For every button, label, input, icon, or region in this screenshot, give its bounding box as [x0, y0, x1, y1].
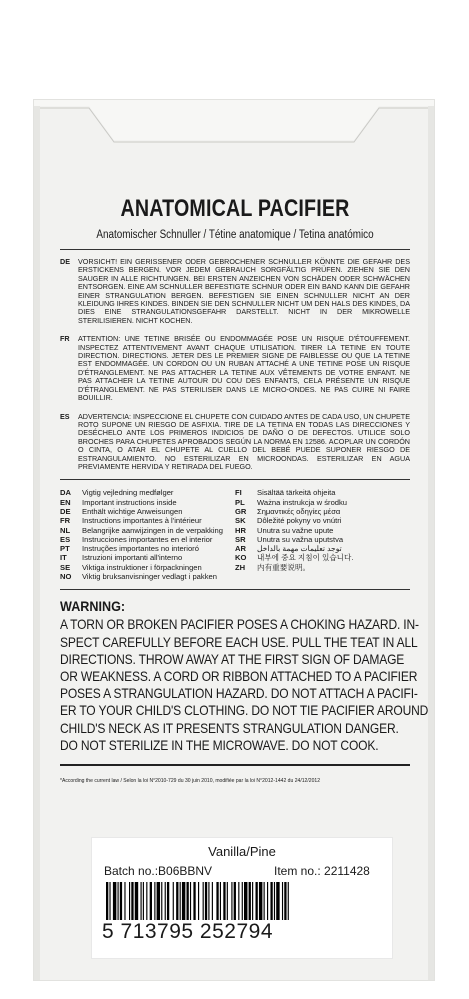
- divider: [60, 764, 410, 766]
- barcode-bar: [176, 882, 178, 920]
- language-row: [60, 507, 235, 516]
- language-code: GR: [235, 506, 247, 516]
- warning-line: A TORN OR BROKEN PACIFIER POSES A CHOKING HAZARD. IN-: [60, 616, 419, 633]
- warning-line: DO NOT STERILIZE IN THE MICROWAVE. DO NOT COOK.: [60, 736, 379, 753]
- language-text: Σημαντικές οδηγίες μέσα: [257, 506, 341, 516]
- warning-paragraph-fr: [60, 335, 410, 402]
- batch-number: Batch no.:B06BBNV: [104, 864, 213, 878]
- box-left-edge: [34, 100, 40, 980]
- language-row: [235, 563, 410, 572]
- language-text: Unutra su važne upute: [257, 525, 334, 535]
- language-code: ZH: [235, 562, 246, 572]
- warning-line: POSES A STRANGULATION HAZARD. DO NOT ATTACH A PACIFI-: [60, 685, 418, 702]
- warning-text: ADVERTENCIA: INSPECCIONE EL CHUPETE CON CUIDADO ANTES DE CADA USO, UN CHUPETE ROTO SUPONE UN RIESGO DE ASFIXIA. TIRE DE LA TETINA EN TODAS LAS DIRECCIONES Y DESÉCHELO ANTE LOS PRIMEROS INDICIOS DE DAÑO O DE DEFECTOS. UTILICE SOLO BROCHES PARA CHUPETES APROBADOS SEGÚN LA NORMA EN 12586. ACOPLAR UN CORDÓN O CINTA, O ATAR EL CHUPETE AL CUELLO DEL BEBÉ PUEDE SUPONER RIESGO DE ESTRANGULAMIENTO. NO ESTERILIZAR EN MICROONDAS. ESTERILIZAR EN AGUA PREVIAMENTE HERVIDA Y RETIRADA DEL FUEGO.: [78, 411, 410, 471]
- warning-line: SPECT CAREFULLY BEFORE EACH USE. PULL THE TEAT IN ALL: [60, 633, 418, 650]
- divider: [60, 479, 410, 480]
- warning-text: VORSICHT! EIN GERISSENER ODER GEBROCHENER SCHNULLER KÖNNTE DIE GEFAHR DES ERSTICKENS BERGEN. VOR JEDEM GEBRAUCH SORGFÄLTIG PRÜFEN. ZIEHEN SIE DEN SAUGER IN ALLE RICHTUNGEN. BEI ERSTEN ANZEICHEN VON SCHÄDEN ODER SCHWÄCHEN ENTSORGEN. EINE AM SCHNULLER BEFESTIGTE SCHNUR ODER EIN BAND KANN DIE GEFAHR EINER STRANGULATION BERGEN. BEFESTIGEN SIE EINEN SCHNULLER NICHT AN DER KLEIDUNG IHRES KINDES. BINDEN SIE DEN SCHNULLER NICHT UM DEN HALS DES KINDES, DA DIES EINE STRANGULATIONSGEFAHR DARSTELLT. NICHT IN DER MIKROWELLE STERILISIEREN. NICHT KOCHEN.: [78, 257, 410, 325]
- language-row: [60, 553, 235, 562]
- barcode-bar: [220, 882, 221, 920]
- language-row: [235, 553, 410, 562]
- language-text: 내부에 중요 지침이 있습니다.: [257, 553, 354, 563]
- language-text: Ważna instrukcja w środku: [257, 497, 348, 507]
- language-row: [60, 516, 235, 525]
- english-warning: [60, 616, 429, 754]
- barcode-bar: [264, 882, 265, 920]
- language-code: IT: [60, 553, 67, 563]
- language-code: NL: [60, 525, 71, 535]
- barcode-bar: [182, 882, 185, 920]
- barcode-bar: [106, 882, 108, 920]
- language-text: Belangrijke aanwijzingen in de verpakking: [82, 525, 223, 535]
- language-text: Instrucciones importantes en el interior: [82, 534, 213, 544]
- language-code: FR: [60, 516, 71, 526]
- barcode-label: [92, 838, 392, 958]
- barcode-bar: [124, 882, 125, 920]
- divider: [60, 589, 410, 590]
- barcode-bar: [198, 882, 199, 920]
- language-row: [235, 526, 410, 535]
- warning-line: OR WEAKNESS. A CORD OR RIBBON ATTACHED TO A PACIFIER: [60, 667, 418, 684]
- language-code: SE: [60, 562, 71, 572]
- warning-paragraph-de: [60, 258, 410, 325]
- barcode-bar: [150, 882, 152, 920]
- language-row: [60, 572, 235, 581]
- barcode-bar: [113, 882, 116, 920]
- language-row: [235, 498, 410, 507]
- barcode-bar: [193, 882, 195, 920]
- language-row: [60, 488, 235, 497]
- language-text: Viktiga instruktioner i förpackningen: [82, 562, 202, 572]
- language-code: SR: [235, 534, 246, 544]
- barcode-bar: [190, 882, 191, 920]
- barcode-bar: [180, 882, 181, 920]
- language-code: AR: [235, 544, 246, 554]
- language-row: [60, 563, 235, 572]
- warning-line: CHILD'S NECK AS IT PRESENTS STRANGULATION DANGER.: [60, 719, 399, 736]
- barcode-bar: [282, 882, 283, 920]
- language-code: PT: [60, 544, 70, 554]
- barcode-bar: [256, 882, 258, 920]
- barcode-bar: [288, 882, 289, 920]
- divider: [60, 249, 410, 250]
- barcode-bar: [187, 882, 189, 920]
- language-text: Instructions importantes à l'intérieur: [82, 516, 202, 526]
- language-code: ES: [60, 534, 71, 544]
- language-code: FI: [235, 488, 242, 498]
- product-subtitle: Anatomischer Schnuller / Tétine anatomique / Tetina anatómico: [96, 229, 374, 241]
- language-code: HR: [235, 525, 246, 535]
- warning-line: ER TO YOUR CHILD'S CLOTHING. DO NOT TIE PACIFIER AROUND: [60, 702, 429, 719]
- language-code: KO: [235, 553, 247, 563]
- language-code: DE: [60, 506, 71, 516]
- barcode-bar: [270, 882, 272, 920]
- language-code: PL: [235, 497, 245, 507]
- barcode-bar: [238, 882, 239, 920]
- barcode-bar: [212, 882, 213, 920]
- barcode-bar: [234, 882, 236, 920]
- language-text: 内有重要说明。: [257, 562, 311, 572]
- language-column-left: [60, 488, 235, 581]
- language-code: NO: [60, 572, 72, 582]
- barcode-bar: [231, 882, 232, 920]
- language-text: Unutra su važna uputstva: [257, 534, 344, 544]
- language-text: Enthält wichtige Anweisungen: [82, 506, 183, 516]
- product-variant: Vanilla/Pine: [208, 844, 276, 859]
- warning-paragraph-es: [60, 413, 410, 472]
- language-row: [60, 498, 235, 507]
- language-code: SK: [235, 516, 246, 526]
- item-number: Item no.: 2211428: [274, 864, 370, 878]
- barcode-bar: [244, 882, 247, 920]
- barcode-bar: [157, 882, 160, 920]
- language-row: [235, 516, 410, 525]
- language-code: FR: [60, 334, 70, 344]
- language-row: [235, 488, 410, 497]
- box-top-flap: [34, 100, 434, 160]
- barcode-bar: [205, 882, 207, 920]
- barcode-bar: [276, 882, 279, 920]
- language-code: DE: [60, 257, 70, 266]
- barcode-bar: [118, 882, 119, 920]
- barcode-bar: [242, 882, 243, 920]
- barcode-bar: [165, 882, 166, 920]
- language-instructions: [60, 488, 410, 581]
- language-code: EN: [60, 497, 71, 507]
- language-text: Instruções importantes no interioró: [82, 544, 199, 554]
- barcode-bar: [208, 882, 209, 920]
- language-text: Dôležité pokyny vo vnútri: [257, 516, 342, 526]
- language-row: [235, 535, 410, 544]
- language-code: ES: [60, 411, 70, 421]
- barcode-bar: [154, 882, 155, 920]
- barcode-bar: [223, 882, 225, 920]
- barcode-bar: [252, 882, 253, 920]
- barcode-bar: [146, 882, 147, 920]
- barcode: [106, 882, 378, 920]
- barcode-bar: [227, 882, 228, 920]
- language-row: [235, 507, 410, 516]
- language-text: Viktig bruksanvisninger vedlagt i pakken: [82, 572, 217, 582]
- barcode-bar: [109, 882, 110, 920]
- language-text: Important instructions inside: [82, 497, 177, 507]
- barcode-bar: [129, 882, 130, 920]
- barcode-bar: [274, 882, 275, 920]
- language-text: توجد تعليمات مهمة بالداخل: [257, 544, 342, 554]
- ean-number: 5 713795 252794: [102, 920, 273, 943]
- barcode-bar: [167, 882, 169, 920]
- language-code: DA: [60, 488, 71, 498]
- barcode-bar: [249, 882, 251, 920]
- box-content: [60, 195, 429, 784]
- barcode-bar: [284, 882, 286, 920]
- barcode-bar: [173, 882, 174, 920]
- barcode-bar: [143, 882, 144, 920]
- language-text: Vigtig vejledning medfølger: [82, 488, 174, 498]
- warning-heading: WARNING:: [60, 598, 126, 615]
- barcode-bar: [135, 882, 138, 920]
- language-row: [60, 544, 235, 553]
- barcode-bar: [161, 882, 162, 920]
- barcode-bar: [216, 882, 218, 920]
- language-text: Sisältää tärkeitä ohjeita: [257, 488, 336, 498]
- barcode-bar: [141, 882, 142, 920]
- barcode-bar: [259, 882, 262, 920]
- language-row: [60, 535, 235, 544]
- barcode-bar: [203, 882, 204, 920]
- product-title: ANATOMICAL PACIFIER: [120, 195, 350, 222]
- language-column-right: [235, 488, 410, 581]
- barcode-bar: [267, 882, 268, 920]
- barcode-bar: [120, 882, 122, 920]
- legal-footnote: *According the current law / Selon la loi N°2010-729 du 30 juin 2010, modifiée par la loi N°2012-1442 du 24/12/2012: [60, 777, 321, 784]
- barcode-bar: [131, 882, 133, 920]
- warning-line: DIRECTIONS. THROW AWAY AT THE FIRST SIGN OF DAMAGE: [60, 650, 405, 667]
- warning-text: ATTENTION: UNE TETINE BRISÉE OU ENDOMMAGÉE POSE UN RISQUE D'ÉTOUFFEMENT. INSPECTEZ ATTENTIVEMENT AVANT CHAQUE UTILISATION. TIRER LA TETINE EN TOUTE DIRECTION. DIRECTIONS. JETER DES LE PREMIER SIGNE DE FAIBLESSE OU QUE LA TETINE EST ENDOMMAGÉE. UN CORDON OU UN RUBAN ATTACHÉ A UNE TETINE POSE UN RISQUE D'ÉTRANGLEMENT. NE PAS ATTACHER LA TETINE AUX VÊTEMENTS DE VOTRE ENFANT. NE PAS ATTACHER LA TETINE AUTOUR DU COU DES ENFANTS, CELA PRÉSENTE UN RISQUE D'ÉTRANGLEMENT. NE PAS STERILISER DANS LE MICRO-ONDES. NE PAS CUIRE NI FAIRE BOUILLIR.: [78, 334, 410, 403]
- language-row: [60, 526, 235, 535]
- box-right-edge: [428, 100, 434, 980]
- language-text: Istruzioni importanti all'interno: [82, 553, 183, 563]
